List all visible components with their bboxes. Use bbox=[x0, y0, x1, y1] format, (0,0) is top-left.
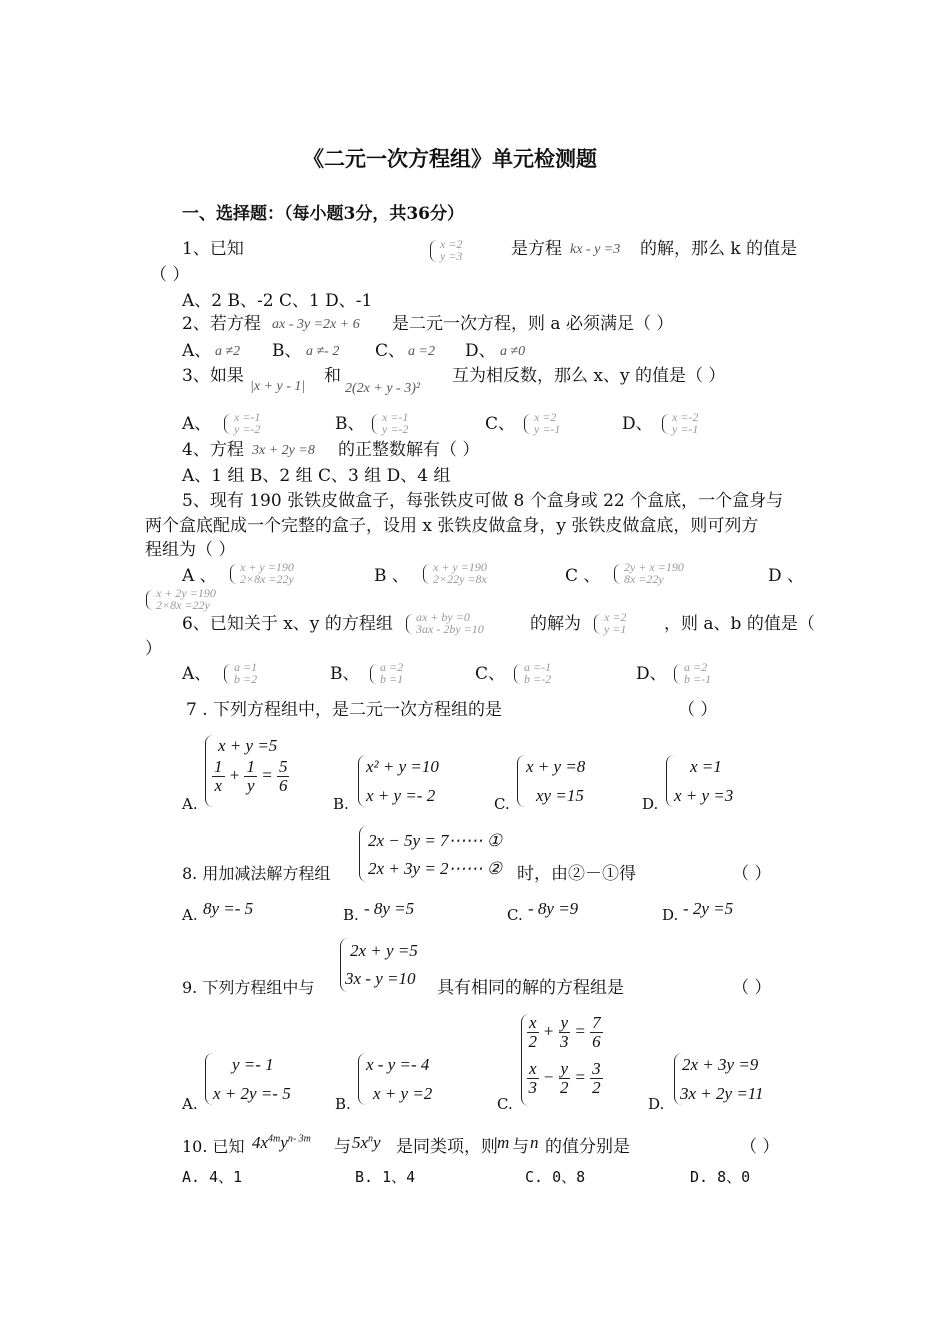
q9-stem-b: 具有相同的解的方程组是 bbox=[437, 978, 624, 998]
q6-c-brace bbox=[514, 664, 521, 684]
q6-a-line1: a =1 bbox=[234, 660, 258, 674]
q9-c-r1-d3: 6 bbox=[592, 1031, 601, 1051]
q7-b-line1: x² + y =10 bbox=[366, 757, 439, 776]
q8-sys-line1: 2x − 5y = 7⋯⋯ ① bbox=[368, 831, 503, 850]
q8-option-b: - 8y =5 bbox=[364, 899, 415, 918]
q10-option-b: B. 1、4 bbox=[355, 1168, 416, 1186]
q10-term1-exp1: 4m bbox=[268, 1133, 281, 1145]
q9-sys-line2: 3x - y =10 bbox=[345, 969, 416, 988]
q10-stem-e: 的值分别是 bbox=[545, 1137, 630, 1157]
q3-a-line2: y =-2 bbox=[234, 422, 261, 436]
q7-a-line2: $\frac{1}{x}$ + $\frac{1}{y}$ = $\frac{5}{6}$ bbox=[214, 757, 288, 795]
section-heading: 一、选择题：（每小题3分，共36分） bbox=[182, 204, 464, 224]
q7-a-frac1-den: x bbox=[214, 775, 223, 795]
q7-c-line2: xy =15 bbox=[536, 786, 584, 805]
q6-sol-brace bbox=[594, 614, 601, 634]
q6-sol-line2: y =1 bbox=[604, 622, 627, 636]
q9-c-r2-n3: 3 bbox=[592, 1059, 601, 1078]
q10-term1-y: y bbox=[280, 1133, 288, 1152]
q6-option-b-label: B、 bbox=[330, 664, 360, 684]
q4-stem-b: 的正整数解有（ ） bbox=[338, 440, 480, 460]
q9-b-line2: x + y =2 bbox=[373, 1084, 433, 1103]
q5-option-c-label: C 、 bbox=[565, 566, 601, 586]
q10-term2-exp: n bbox=[368, 1133, 374, 1145]
q7-c-brace bbox=[517, 755, 525, 807]
q8-option-a: 8y =- 5 bbox=[203, 899, 254, 918]
q6-stem-b: 的解为 bbox=[530, 614, 581, 634]
q4-equation: 3x + 2y =8 bbox=[252, 443, 315, 458]
q9-a-line2: x + 2y =- 5 bbox=[213, 1084, 291, 1103]
q5-d-line2: 2×8x =22y bbox=[156, 598, 210, 612]
q3-b-line1: x =-1 bbox=[382, 410, 409, 424]
q8-brace bbox=[359, 826, 367, 882]
q2-option-c-label: C、 bbox=[375, 341, 406, 361]
q9-c-r2-d1: 3 bbox=[528, 1077, 538, 1097]
q4-options: A、1 组 B、2 组 C、3 组 D、4 组 bbox=[182, 466, 451, 486]
q10-paren: （ ） bbox=[740, 1137, 780, 1157]
q3-b-line2: y =-2 bbox=[382, 422, 409, 436]
q6-b-brace bbox=[370, 664, 377, 684]
q9-c-row1: $\frac{x}{2}$ + $\frac{y}{3}$ = $\frac{7}{6}$ bbox=[528, 1013, 601, 1051]
q7-b-line2: x + y =- 2 bbox=[366, 786, 436, 805]
q8-option-c: - 8y =9 bbox=[528, 899, 579, 918]
q9-stem-a: 9. 下列方程组中与 bbox=[182, 978, 315, 997]
q6-c-line2: b =-2 bbox=[524, 672, 552, 686]
q3-d-brace bbox=[662, 414, 669, 434]
q6-d-line1: a =2 bbox=[684, 660, 708, 674]
q10-term1-exp2: n- 3m bbox=[287, 1133, 311, 1145]
q7-a-frac1-num: 1 bbox=[214, 757, 223, 776]
q10-var-n: n bbox=[530, 1133, 539, 1152]
q5-c-brace bbox=[614, 564, 621, 584]
q6-a-line2: b =2 bbox=[234, 672, 258, 686]
q6-stem-c: ，则 a、b 的值是（ bbox=[664, 614, 815, 634]
q7-option-b-label: B. bbox=[333, 795, 349, 813]
q5-b-brace bbox=[423, 564, 430, 584]
q9-c-r1-n1: x bbox=[529, 1013, 537, 1032]
q9-paren: （ ） bbox=[732, 978, 772, 998]
q2-option-a: a ≠2 bbox=[215, 344, 241, 359]
q2-option-d: a ≠0 bbox=[500, 344, 526, 359]
q6-option-a-label: A、 bbox=[182, 664, 212, 684]
q10-option-c: C. 0、8 bbox=[525, 1168, 586, 1186]
q3-option-a-label: A、 bbox=[182, 414, 212, 434]
q10-term2-y: y bbox=[373, 1133, 381, 1152]
q1-sys-line1: x =2 bbox=[440, 237, 463, 251]
q9-c-r2-n2: y bbox=[560, 1059, 569, 1078]
q9-a-line1: y =- 1 bbox=[232, 1055, 274, 1074]
q10-stem-c: 是同类项，则 bbox=[396, 1137, 498, 1157]
q5-c-line1: 2y + x =190 bbox=[624, 560, 684, 574]
q9-c-r1-d2: 3 bbox=[560, 1031, 569, 1051]
q1-stem-a: 1、已知 bbox=[182, 239, 244, 259]
q9-option-a-label: A. bbox=[182, 1095, 198, 1113]
q6-sol-line1: x =2 bbox=[604, 610, 627, 624]
q7-paren: （ ） bbox=[678, 700, 718, 720]
q3-a-line1: x =-1 bbox=[234, 410, 261, 424]
q9-sys-line1: 2x + y =5 bbox=[350, 941, 418, 960]
q7-d-line2: x + y =3 bbox=[674, 786, 734, 805]
q1-equation: kx - y =3 bbox=[570, 242, 621, 257]
q3-b-brace bbox=[372, 414, 379, 434]
q8-option-a-label: A. bbox=[182, 906, 198, 924]
q7-a-frac3-num: 5 bbox=[278, 757, 288, 776]
q1-options: A、2 B、-2 C、1 D、-1 bbox=[182, 291, 373, 311]
q2-stem-b: 是二元一次方程，则 a 必须满足（ ） bbox=[392, 314, 674, 334]
q9-c-r1-d1: 2 bbox=[528, 1031, 538, 1051]
q5-d-line1: x + 2y =190 bbox=[156, 586, 216, 600]
q7-stem: 7 . 下列方程组中，是二元一次方程组的是 bbox=[186, 700, 503, 720]
q8-stem-b: 时，由②－①得 bbox=[517, 864, 636, 884]
q3-stem-c: 互为相反数，那么 x、y 的值是（ ） bbox=[452, 366, 726, 386]
q5-a-brace bbox=[230, 564, 237, 584]
q5-option-a-label: A 、 bbox=[182, 566, 217, 586]
q8-stem-a: 8. 用加减法解方程组 bbox=[182, 864, 331, 883]
q10-stem-b: 与 bbox=[334, 1137, 351, 1157]
q7-b-brace bbox=[358, 755, 366, 807]
q6-b-line2: b =1 bbox=[380, 672, 404, 686]
q6-c-line1: a =-1 bbox=[524, 660, 552, 674]
q9-c-r1-n3: 7 bbox=[592, 1013, 601, 1032]
q10-term2 bbox=[352, 1132, 381, 1153]
q9-c-r2-d2: 2 bbox=[560, 1077, 569, 1097]
q10-var-m: m bbox=[497, 1133, 510, 1152]
q5-option-d-label: D 、 bbox=[768, 566, 805, 586]
q9-b-line1: x - y =- 4 bbox=[366, 1055, 430, 1074]
q4-stem-a: 4、方程 bbox=[182, 440, 244, 460]
q9-c-row2: $\frac{x}{3}$ − $\frac{y}{2}$ = $\frac{3}{2}$ bbox=[528, 1059, 601, 1097]
q7-a-frac2-num: 1 bbox=[246, 757, 255, 776]
q1-brace bbox=[430, 240, 437, 262]
q2-stem-a: 2、若方程 bbox=[182, 314, 261, 334]
q7-a-frac3-den: 6 bbox=[278, 775, 288, 795]
q10-term1-coef: 4x bbox=[252, 1133, 269, 1152]
q8-option-d-label: D. bbox=[662, 906, 679, 924]
q3-option-b-label: B、 bbox=[335, 414, 365, 434]
q3-option-c-label: C、 bbox=[485, 414, 516, 434]
q8-option-d: - 2y =5 bbox=[683, 899, 734, 918]
q10-option-d: D. 8、0 bbox=[690, 1168, 751, 1186]
q3-d-line1: x =-2 bbox=[672, 410, 699, 424]
q3-c-line1: x =2 bbox=[534, 410, 557, 424]
q2-option-b-label: B、 bbox=[272, 341, 302, 361]
q6-d-brace bbox=[674, 664, 681, 684]
q6-d-line2: b =-1 bbox=[684, 672, 712, 686]
q3-c-line2: y =-1 bbox=[534, 422, 561, 436]
q3-d-line2: y =-1 bbox=[672, 422, 699, 436]
q9-b-brace bbox=[358, 1053, 366, 1105]
q10-term2-coef: 5x bbox=[352, 1133, 369, 1152]
q2-equation: ax - 3y =2x + 6 bbox=[272, 317, 360, 332]
q5-c-line2: 8x =22y bbox=[624, 572, 664, 586]
q1-stem-b: 是方程 bbox=[511, 239, 562, 259]
q8-paren: （ ） bbox=[732, 864, 772, 884]
q9-option-b-label: B. bbox=[335, 1095, 351, 1113]
q6-option-d-label: D、 bbox=[636, 664, 667, 684]
q10-term1 bbox=[252, 1132, 311, 1153]
q7-option-a-label: A. bbox=[182, 795, 198, 813]
q6-sys-brace bbox=[406, 614, 413, 634]
q6-stem-a: 6、已知关于 x、y 的方程组 bbox=[182, 614, 393, 634]
q1-paren: （ ） bbox=[150, 265, 190, 285]
q5-a-line2: 2×8x =22y bbox=[240, 572, 294, 586]
q3-option-d-label: D、 bbox=[622, 414, 653, 434]
q5-a-line1: x + y =190 bbox=[240, 560, 294, 574]
q7-a-line1: x + y =5 bbox=[218, 736, 278, 755]
q10-option-a: A. 4、1 bbox=[182, 1168, 243, 1186]
q8-option-b-label: B. bbox=[343, 906, 359, 924]
q7-a-frac2-den: y bbox=[246, 775, 255, 795]
q10-stem-a: 10. 已知 bbox=[182, 1137, 245, 1156]
q7-option-c-label: C. bbox=[494, 795, 510, 813]
q9-c-r2-d3: 2 bbox=[592, 1077, 601, 1097]
q2-option-c: a =2 bbox=[408, 344, 435, 359]
q6-sys-line2: 3ax - 2by =10 bbox=[416, 622, 484, 636]
q2-option-b: a ≠- 2 bbox=[306, 344, 340, 359]
q6-a-brace bbox=[224, 664, 231, 684]
q9-d-line2: 3x + 2y =11 bbox=[680, 1084, 764, 1103]
q7-option-d-label: D. bbox=[642, 795, 659, 813]
q5-d-brace bbox=[146, 590, 153, 610]
q3-a-brace bbox=[224, 414, 231, 434]
q5-line1: 5、现有 190 张铁皮做盒子，每张铁皮可做 8 个盒身或 22 个盒底，一个盒身与 bbox=[182, 491, 784, 511]
q8-option-c-label: C. bbox=[507, 906, 523, 924]
q6-b-line1: a =2 bbox=[380, 660, 404, 674]
q5-line3: 程组为（ ） bbox=[145, 540, 236, 560]
q5-option-b-label: B 、 bbox=[374, 566, 409, 586]
q9-c-r2-n1: x bbox=[529, 1059, 537, 1078]
q7-c-line1: x + y =8 bbox=[526, 757, 586, 776]
q7-d-brace bbox=[666, 755, 674, 807]
q6-sys-line1: ax + by =0 bbox=[416, 610, 470, 624]
q10-stem-d: 与 bbox=[512, 1137, 529, 1157]
q3-c-brace bbox=[524, 414, 531, 434]
q3-abs: |x + y - 1| bbox=[250, 379, 306, 394]
q8-sys-line2: 2x + 3y = 2⋯⋯ ② bbox=[368, 859, 503, 878]
q3-square: 2(2x + y - 3)² bbox=[345, 381, 421, 396]
q5-b-line1: x + y =190 bbox=[433, 560, 487, 574]
q5-line2: 两个盒底配成一个完整的盒子，设用 x 张铁皮做盒身，y 张铁皮做盒底，则可列方 bbox=[145, 516, 759, 536]
q9-option-c-label: C. bbox=[497, 1095, 513, 1113]
q5-b-line2: 2×22y =8x bbox=[433, 572, 487, 586]
q2-option-d-label: D、 bbox=[465, 341, 496, 361]
page-title: 《二元一次方程组》单元检测题 bbox=[303, 146, 597, 171]
q7-d-line1: x =1 bbox=[690, 757, 722, 776]
q6-paren-close: ） bbox=[145, 639, 162, 659]
q2-option-a-label: A、 bbox=[182, 341, 212, 361]
q3-stem-a: 3、如果 bbox=[182, 366, 244, 386]
q3-stem-b: 和 bbox=[324, 366, 341, 386]
q9-a-brace bbox=[205, 1053, 213, 1105]
q1-stem-c: 的解，那么 k 的值是 bbox=[640, 239, 798, 259]
q6-option-c-label: C、 bbox=[475, 664, 506, 684]
q9-c-r1-n2: y bbox=[560, 1013, 569, 1032]
q9-d-line1: 2x + 3y =9 bbox=[682, 1055, 759, 1074]
q1-sys-line2: y =3 bbox=[440, 249, 463, 263]
q9-option-d-label: D. bbox=[648, 1095, 665, 1113]
